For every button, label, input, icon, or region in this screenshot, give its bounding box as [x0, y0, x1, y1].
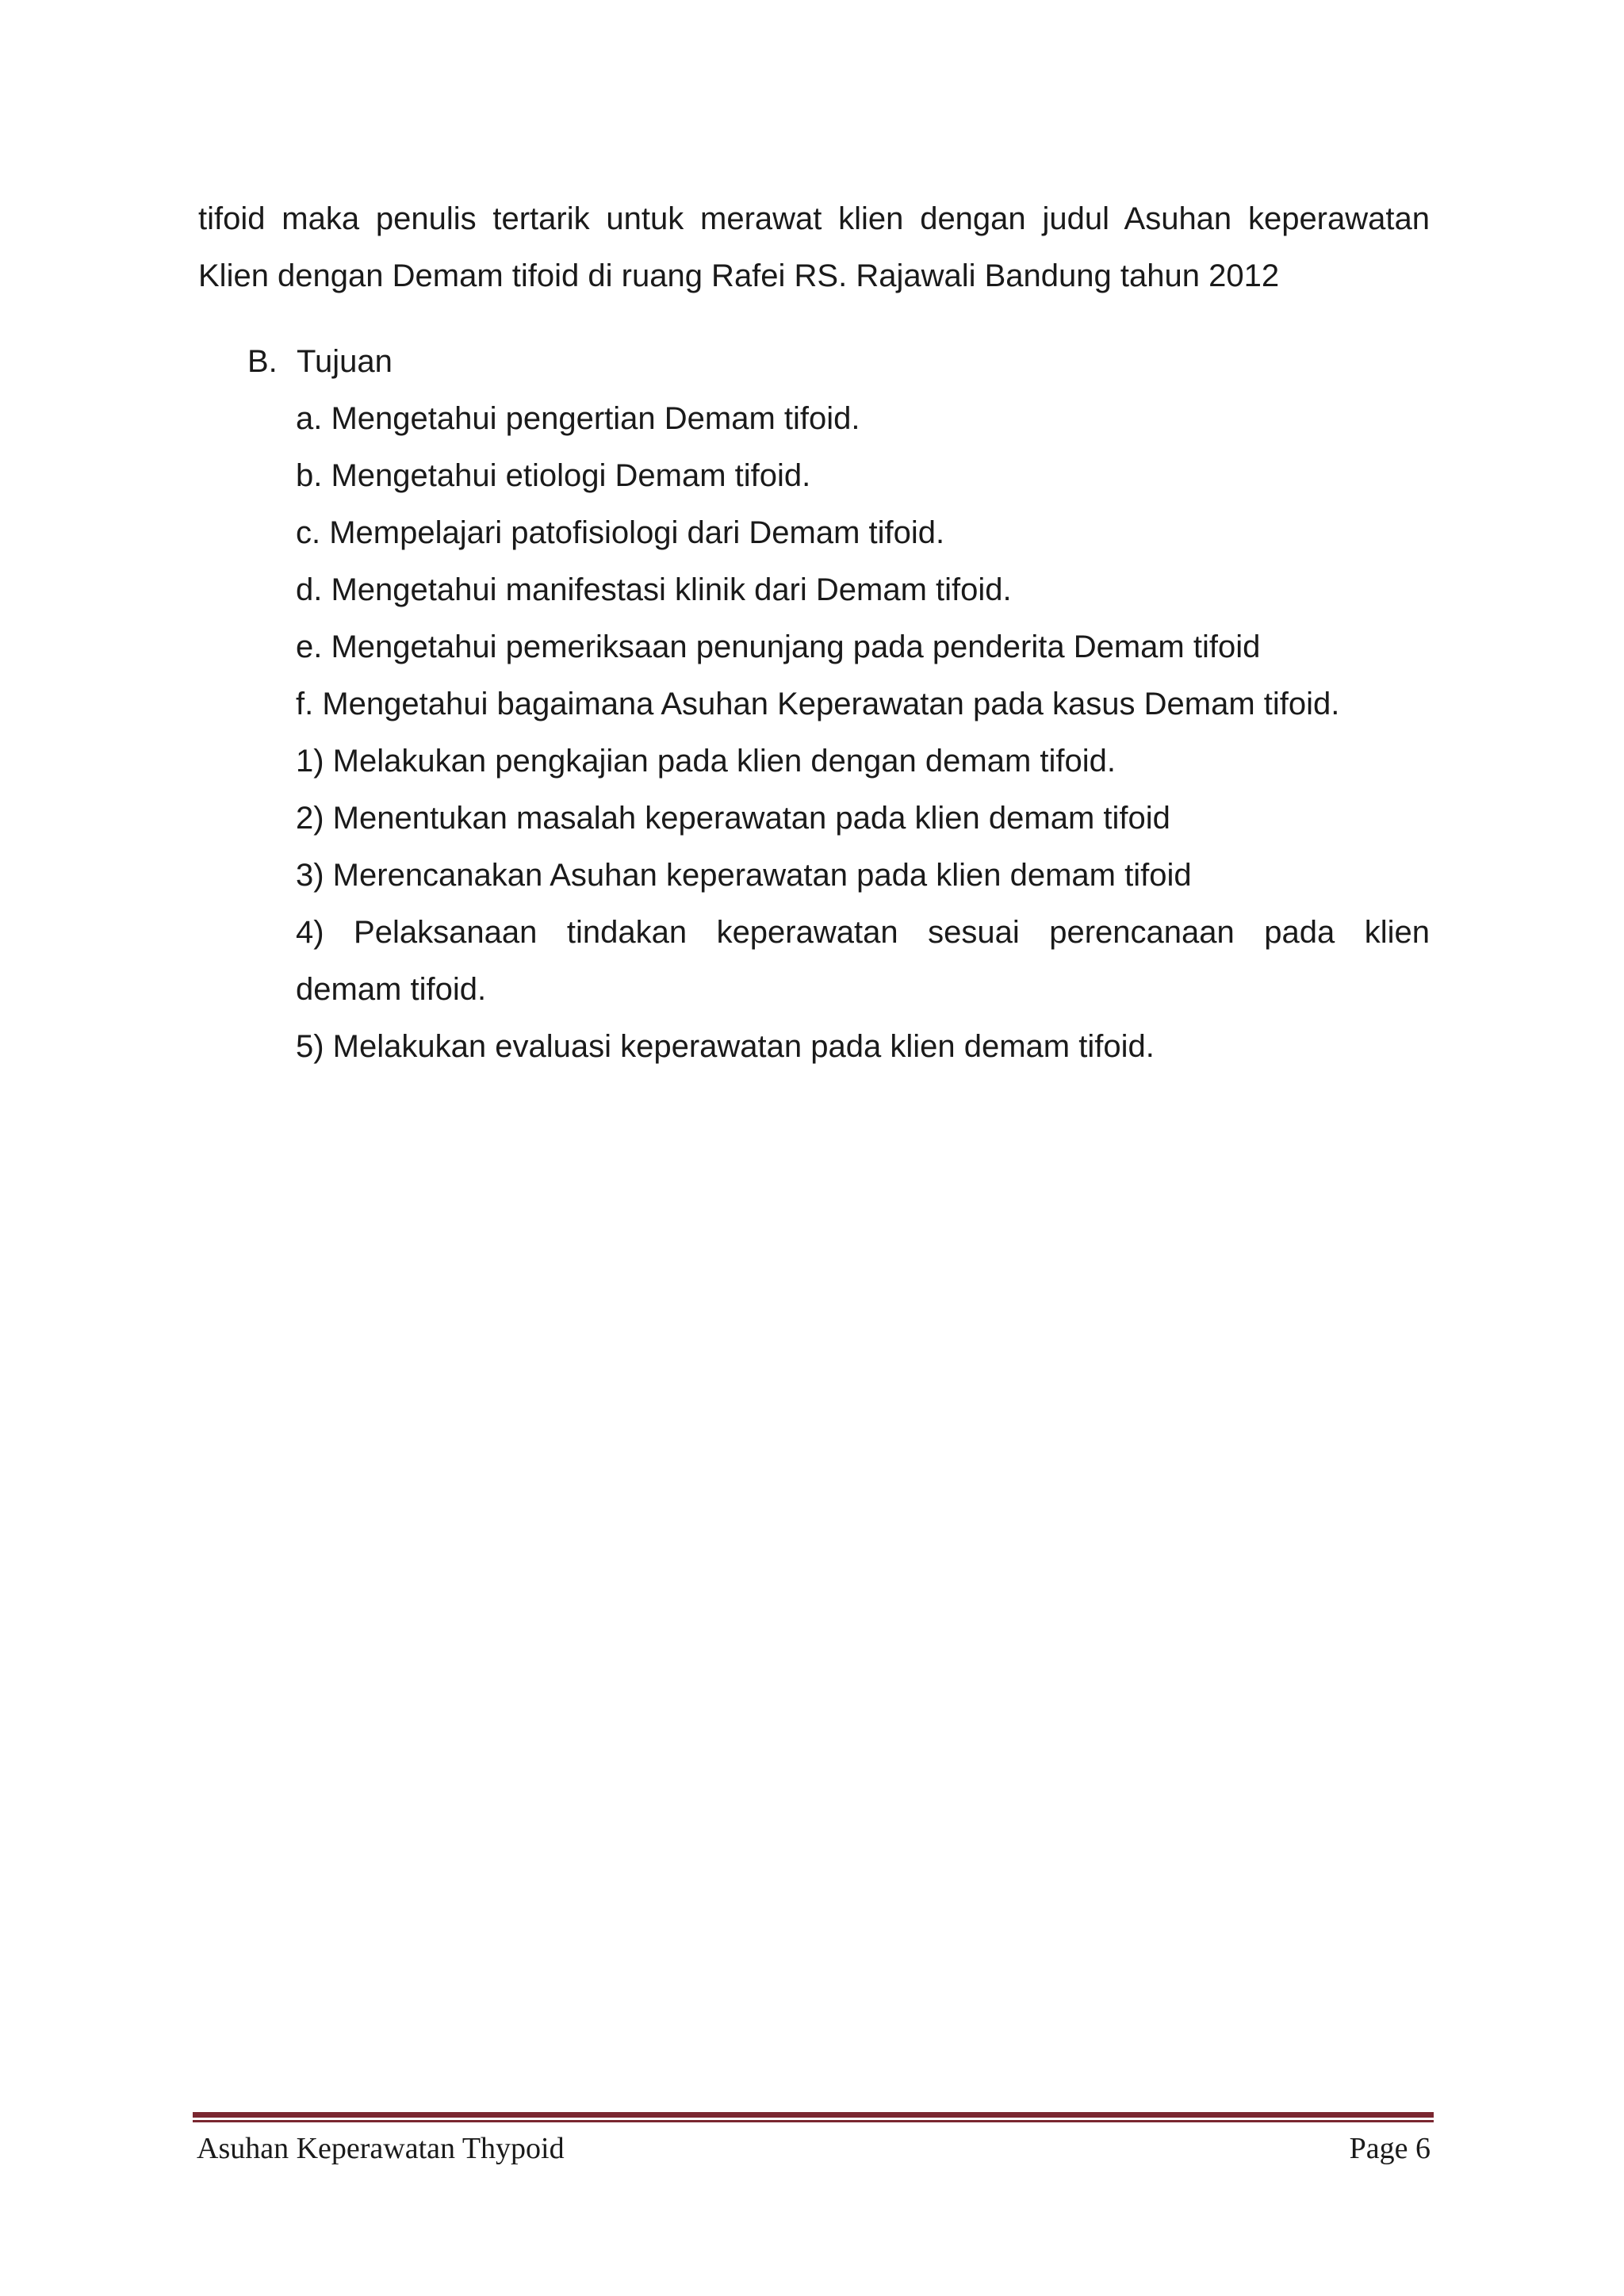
- list-item: c. Mempelajari patofisiologi dari Demam tifoid.: [296, 515, 945, 550]
- intro-line-2: Klien dengan Demam tifoid di ruang Rafei RS. Rajawali Bandung tahun 2012: [198, 258, 1280, 293]
- list-item-5: 5) Melakukan evaluasi keperawatan pada klien demam tifoid.: [296, 1029, 1155, 1064]
- footer-divider-thick: [193, 2112, 1434, 2118]
- section-title: Tujuan: [297, 344, 393, 379]
- list-item-4-line-1: 4) Pelaksanaan tindakan keperawatan sesuai perencanaan pada klien: [296, 915, 1430, 950]
- footer-divider: [193, 2112, 1434, 2123]
- list-item: b. Mengetahui etiologi Demam tifoid.: [296, 458, 811, 493]
- list-item: 2) Menentukan masalah keperawatan pada klien demam tifoid: [296, 801, 1170, 836]
- list-item: e. Mengetahui pemeriksaan penunjang pada penderita Demam tifoid: [296, 629, 1261, 664]
- footer-divider-thin: [193, 2120, 1434, 2122]
- list-item-4: [296, 904, 1430, 1018]
- page-number: Page 6: [1349, 2132, 1431, 2165]
- list-item: a. Mengetahui pengertian Demam tifoid.: [296, 401, 860, 436]
- list-item-4-line-2: demam tifoid.: [296, 972, 487, 1007]
- intro-paragraph: [198, 190, 1430, 304]
- intro-paragraph-text: [198, 190, 1430, 304]
- list-item: f. Mengetahui bagaimana Asuhan Keperawatan pada kasus Demam tifoid.: [296, 687, 1340, 721]
- objectives-list: [296, 390, 1430, 1075]
- section-letter: B.: [247, 344, 278, 379]
- list-item: 1) Melakukan pengkajian pada klien dengan demam tifoid.: [296, 744, 1116, 779]
- section-heading: [247, 333, 393, 390]
- list-item: d. Mengetahui manifestasi klinik dari Demam tifoid.: [296, 572, 1012, 607]
- footer-title: Asuhan Keperawatan Thypoid: [197, 2132, 565, 2165]
- intro-line-1: tifoid maka penulis tertarik untuk merawat klien dengan judul Asuhan keperawatan: [198, 201, 1430, 236]
- list-item: 3) Merencanakan Asuhan keperawatan pada klien demam tifoid: [296, 858, 1192, 893]
